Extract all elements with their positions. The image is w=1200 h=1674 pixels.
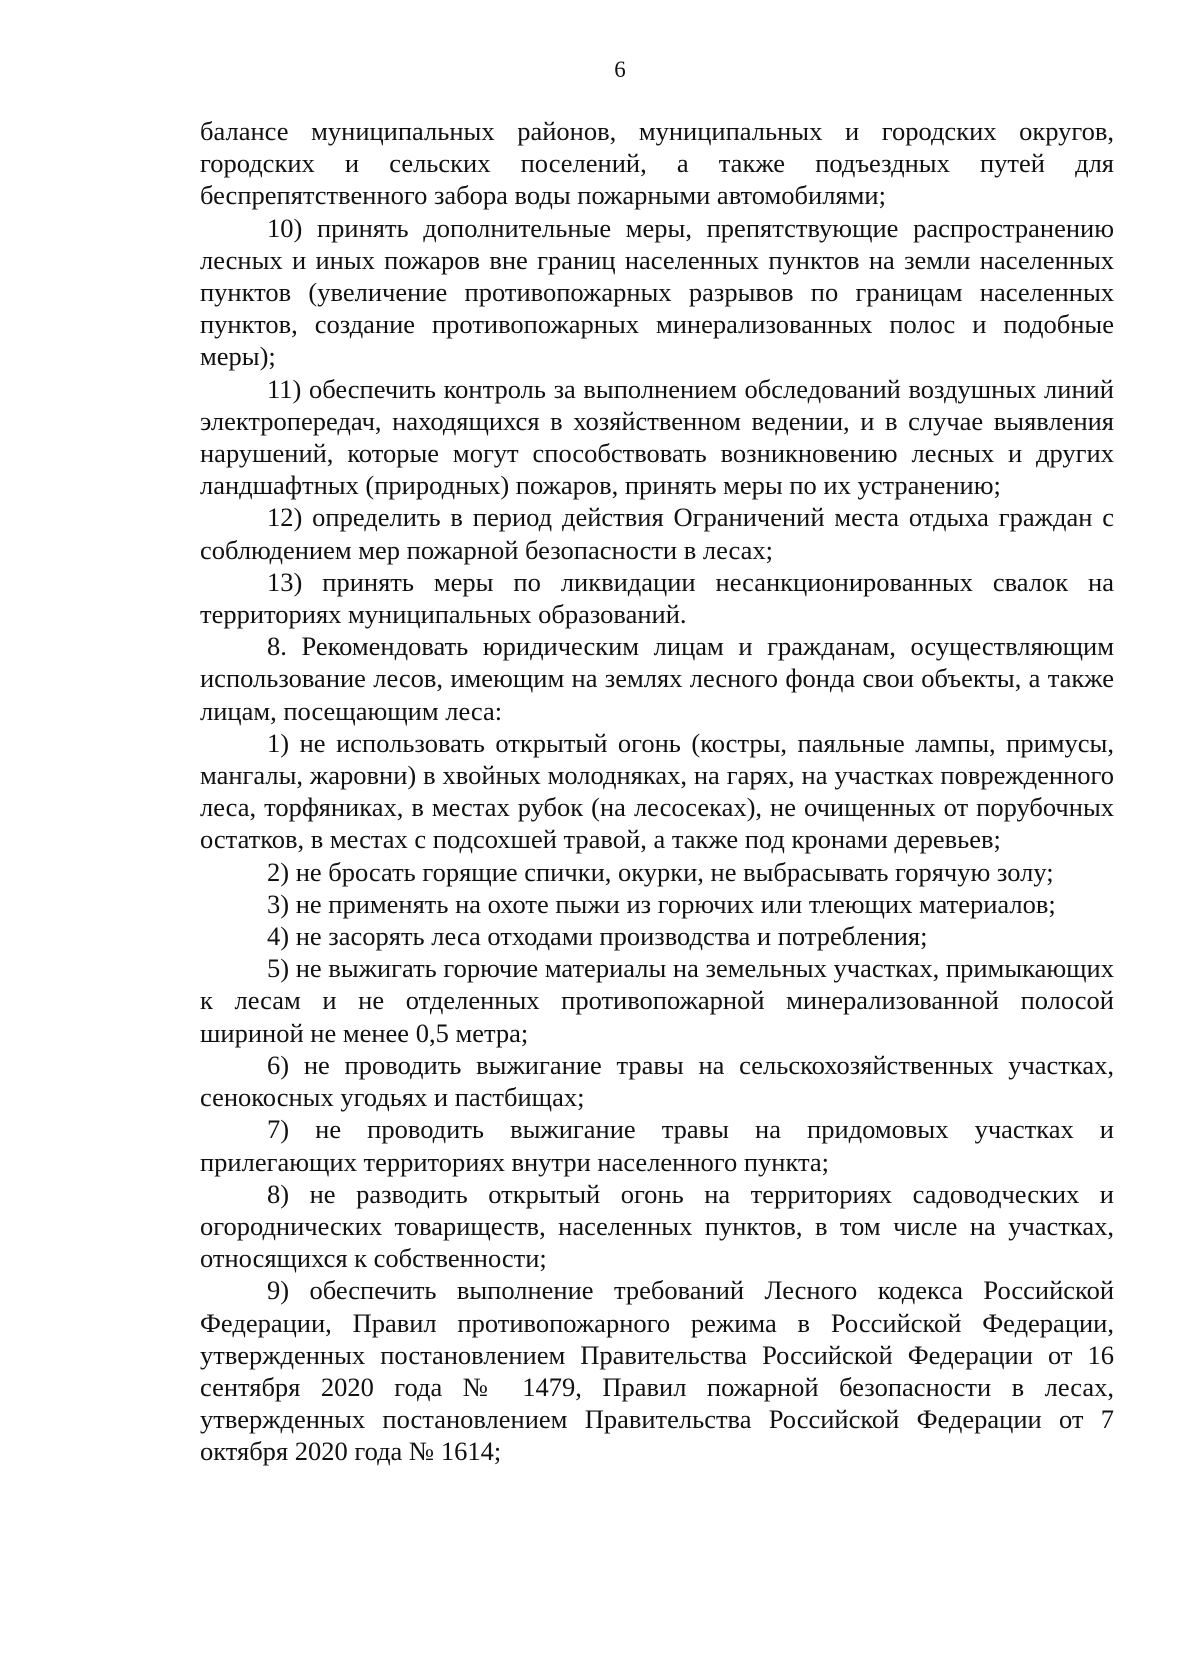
list-item-10: 10) принять дополнительные меры, препятствующие распространению лесных и иных пожаров вне границ населенных пунктов на земли населенных пунктов (увеличение противопожарных разрывов по границам населенных пунктов, создание противопожарных минерализованных полос и подобные меры); bbox=[200, 212, 1114, 372]
page-number: 6 bbox=[614, 57, 626, 82]
list-item-8: 8) не разводить открытый огонь на территориях садоводческих и огороднических товариществ, населенных пунктов, в том числе на участках, относящихся к собственности; bbox=[200, 1178, 1114, 1274]
list-item-5: 5) не выжигать горючие материалы на земельных участках, примыкающих к лесам и не отделенных противопожарной минерализованной полосой шириной не менее 0,5 метра; bbox=[200, 953, 1114, 1048]
list-item-3: 3) не применять на охоте пыжи из горючих или тлеющих материалов; bbox=[267, 888, 1056, 919]
list-item-4: 4) не засорять леса отходами производства и потребления; bbox=[267, 921, 928, 952]
list-item-2: 2) не бросать горящие спички, окурки, не выбрасывать горячую золу; bbox=[267, 856, 1054, 887]
list-item-1: 1) не использовать открытый огонь (костры, паяльные лампы, примусы, мангалы, жаровни) в хвойных молодняках, на гарях, на участках поврежденного леса, торфяниках, в местах рубок (на лесосеках), не очищенных от порубочных остатков, в местах с подсохшей травой, а также под кронами деревьев; bbox=[200, 727, 1114, 855]
document-body bbox=[200, 115, 1114, 1468]
list-item-6: 6) не проводить выжигание травы на сельскохозяйственных участках, сенокосных угодьях и пастбищах; bbox=[200, 1049, 1114, 1113]
list-item-13: 13) принять меры по ликвидации несанкционированных свалок на территориях муниципальных образований. bbox=[200, 566, 1114, 630]
list-item-11: 11) обеспечить контроль за выполнением обследований воздушных линий электропередач, находящихся в хозяйственном ведении, и в случае выявления нарушений, которые могут способствовать возникновению лесных и других ландшафтных (природных) пожаров, принять меры по их устранению; bbox=[200, 373, 1114, 501]
section-8-heading: 8. Рекомендовать юридическим лицам и гражданам, осуществляющим использование лесов, имеющим на землях лесного фонда свои объекты, а также лицам, посещающим леса: bbox=[200, 631, 1114, 726]
list-item-9: 9) обеспечить выполнение требований Лесного кодекса Российской Федерации, Правил противопожарного режима в Российской Федерации, утвержденных постановлением Правительства Российской Федерации от 16 сентября 2020 года № 1479, Правил пожарной безопасности в лесах, утвержденных постановлением Правительства Российской Федерации от 7 октября 2020 года № 1614; bbox=[200, 1275, 1114, 1467]
paragraph-continuation: балансе муниципальных районов, муниципальных и городских округов, городских и сельских поселений, а также подъездных путей для беспрепятственного забора воды пожарными автомобилями; bbox=[200, 116, 1114, 211]
list-item-7: 7) не проводить выжигание травы на придомовых участках и прилегающих территориях внутри населенного пункта; bbox=[200, 1114, 1114, 1177]
list-item-12: 12) определить в период действия Ограничений места отдыха граждан с соблюдением мер пожарной безопасности в лесах; bbox=[200, 502, 1114, 565]
